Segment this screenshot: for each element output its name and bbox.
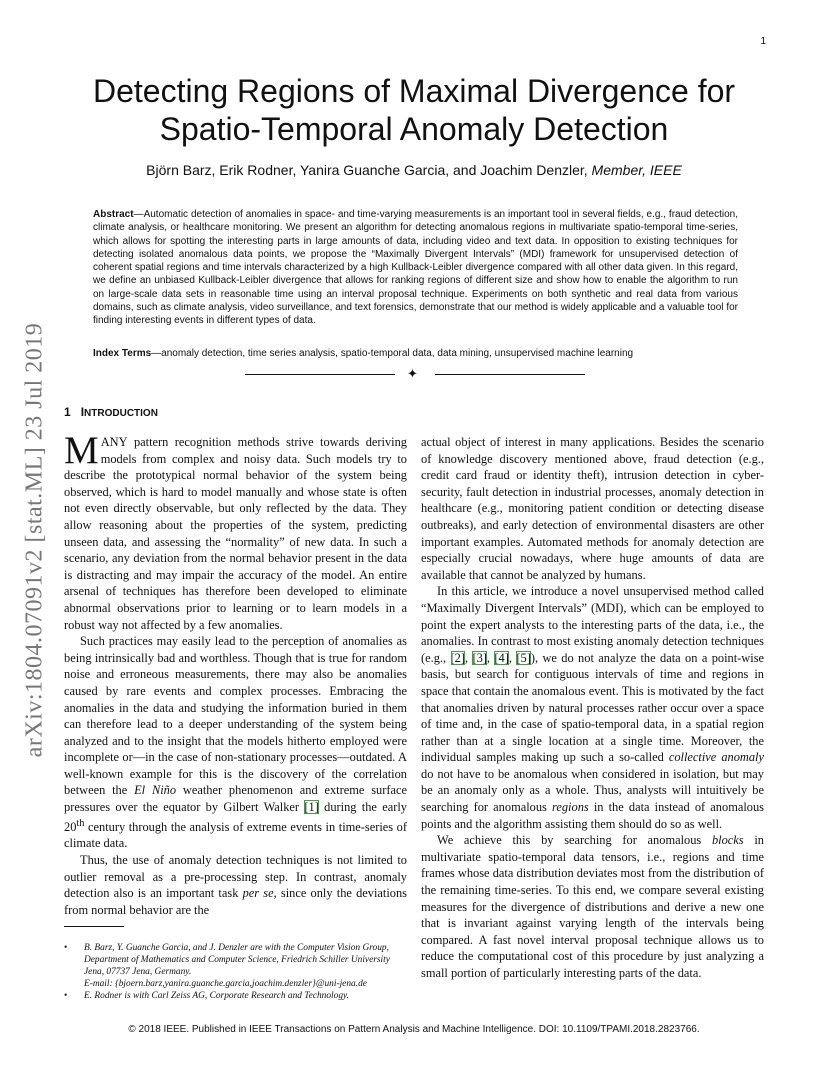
abstract-text: —Automatic detection of anomalies in space- and time-varying measurements is an important tool in several fields, e.g., fraud detection, climate analysis, or healthcare monitoring. We present an algorithm for detecting anomalous regions in multivariate spatio-temporal time-series, which allows for spotting the interesting parts in large amounts of data, including video and text data. In opposition to existing techniques for detecting isolated anomalous data points, we propose the “Maximally Divergent Intervals” (MDI) framework for unsupervised detection of coherent spatial regions and time intervals characterized by a high Kullback-Leibler divergence compared with all other data given. In this regard, we define an unbiased Kullback-Leibler divergence that allows for ranking regions of different size and show how to enable the algorithm to run on large-scale data sets in reasonable time using an interval proposal technique. Experiments on both synthetic and real data from various domains, such as climate analysis, video surveillance, and text forensics, demonstrate that our method is widely applicable and a valuable tool for finding interesting events in different types of data. — [93, 209, 738, 327]
paragraph-text: In this article, we introduce a novel unsupervised method called “Maximally Divergent Intervals” (MDI), which can be employed to point the expert analysts to the interesting parts of the data, i.e., the anomalies. In contrast to most existing anomaly detection techniques (e.g., — [421, 584, 764, 665]
paragraph-text: in the data instead of anomalous points and the algorithm assisting them should do so as well. — [421, 800, 764, 831]
section-initial: I — [80, 405, 85, 419]
citation-link[interactable]: [4] — [494, 650, 509, 665]
paragraph-text: Thus, the use of anomaly detection techniques is not limited to outlier removal as a pre-processing step. In contrast, anomaly detection also is an important task — [64, 852, 407, 901]
citation-link[interactable]: [5] — [516, 650, 531, 665]
paragraph-text: century through the analysis of extreme events in time-series of climate data. — [64, 819, 407, 851]
drop-cap: M — [64, 429, 99, 472]
paper-title — [64, 72, 764, 148]
bullet: • — [64, 943, 68, 953]
copyright-notice: © 2018 IEEE. Published in IEEE Transactions on Pattern Analysis and Machine Intelligence. DOI: 10.1109/TPAMI.2018.2823766. — [128, 1024, 700, 1035]
section-number: 1 — [64, 405, 71, 419]
emphasis: per se — [242, 886, 274, 901]
paragraph-text: Such practices may easily lead to the perception of anomalies as being intrinsically bad and worthless. Though that is true for random noise and erroneous measurements, there may also be anomalies caused by rare events and complex processes. Embracing the anomalies in the data and studying the information buried in them can therefore lead to a deeper understanding of the system being analyzed and to the insight that the models hitherto employed were incomplete or—in the case of non-stationary processes—outdated. A well-known example for this is the discovery of the correlation between the — [64, 634, 407, 798]
index-terms — [93, 348, 738, 359]
section-heading — [64, 405, 158, 419]
citation-link[interactable]: [2] — [450, 650, 465, 665]
abstract-label: Abstract — [93, 209, 134, 220]
footnote-email: E-mail: {bjoern.barz,yanira.guanche.garcia,joachim.denzler}@uni-jena.de — [84, 979, 367, 989]
page-number: 1 — [760, 36, 766, 47]
paragraph — [64, 429, 407, 633]
title-line-1: Detecting Regions of Maximal Divergence for — [92, 73, 736, 109]
emphasis: regions — [552, 800, 589, 815]
paragraph-text: do not have to be anomalous when considered in isolation, but may be an anomaly only as a whole. Thus, analysts will intuitively be searching for anomalous — [421, 766, 764, 815]
divider-line-left — [245, 374, 395, 375]
title-line-2: Spatio-Temporal Anomaly Detection — [159, 111, 669, 147]
footnote-text: E. Rodner is with Carl Zeiss AG, Corporate Research and Technology. — [84, 991, 350, 1001]
footnote-affiliation-2 — [64, 990, 409, 1002]
divider-line-right — [435, 374, 585, 375]
paragraph: actual object of interest in many applications. Besides the scenario of knowledge discovery mentioned above, fraud detection (e.g., credit card fraud or identity theft), intrusion detection in cyber-security, fault detection in industrial processes, anomaly detection in healthcare (e.g., monitoring patient condition or detecting disease outbreaks), and early detection of environmental disasters are other important examples. Automated methods for anomaly detection are especially crucial nowadays, where huge amounts of data are available that cannot be analyzed by humans. — [421, 435, 764, 582]
arxiv-stamp — [20, 290, 50, 790]
paragraph — [64, 852, 407, 918]
emphasis: collective anomaly — [668, 750, 765, 765]
paragraph — [421, 832, 764, 981]
emphasis: blocks — [711, 833, 744, 848]
arxiv-stamp-text: arXiv:1804.07091v2 [stat.ML] 23 Jul 2019 — [21, 322, 48, 758]
small-caps-word: ANY — [100, 435, 128, 449]
emphasis: El Niño — [134, 783, 177, 798]
paragraph-text: , since only the deviations from normal behavior are the — [64, 886, 407, 917]
section-title-rest: NTRODUCTION — [84, 408, 158, 419]
paragraph-text: We achieve this by searching for anomalous — [437, 833, 712, 848]
right-column — [421, 434, 764, 982]
paragraph-text: in multivariate spatio-temporal data tensors, i.e., regions and time frames whose data distribution deviates most from the distribution of the remaining time-series. To this end, we compare several existing measures for the divergence of distributions and derive a new one that is invariant against varying length of the intervals being compared. A fast novel interval proposal technique allows us to reduce the computational cost of this procedure by just analyzing a small portion of particularly interesting parts of the data. — [421, 833, 764, 980]
footnote-rule — [64, 926, 124, 927]
author-list — [64, 162, 764, 178]
paragraph: In this article, we introduce a novel unsupervised method called “Maximally Divergent Intervals” (MDI), which can be employed to point the expert analysts to the interesting parts of the data, i.e., the anomalies. In contrast to most existing anomaly detection techniques (e.g., [2], [3], [4], [5]), we do not analyze the data on a point-wise basis, but search for contiguous intervals of time and regions in space that contain the anomalous event. This is motivated by the fact that anomalies driven by natural processes rather occur over a space of time and, in the case of spatio-temporal data, in a spatial region rather than at a single location at a single time. Moreover, the individual samples making up such a so-called collective anomaly do not have to be anomalous when considered in isolation, but may be an anomaly only as a whole. Thus, analysts will intuitively be searching for anomalous regions in the data instead of anomalous points and the algorithm assisting them should do so as well. — [421, 584, 765, 831]
bullet: • — [64, 991, 68, 1001]
divider-ornament: ✦ — [407, 366, 418, 381]
abstract — [93, 208, 738, 328]
section-divider — [245, 366, 585, 381]
footnotes — [64, 942, 409, 1002]
paragraph-text: pattern recognition methods strive towards deriving models from complex and noisy data. Such models try to describe the prototypical normal behavior of the system being observed, which is hard to model manually and whose state is often not even directly observable, but only reflected by the data. They allow reasoning about the properties of the system, predicting unseen data, and assessing the “normality” of new data. In such a scenario, any deviation from the normal behavior present in the data is distracting and may impair the accuracy of the model. An entire arsenal of techniques has therefore been developed to eliminate abnormal observations prior to learning or to learn models in a robust way not affected by a few anomalies. — [64, 435, 407, 632]
index-terms-text: —anomaly detection, time series analysis, spatio-temporal data, data mining, unsupervised machine learning — [151, 348, 634, 359]
authors-names: Björn Barz, Erik Rodner, Yanira Guanche Garcia, and Joachim Denzler, — [146, 162, 588, 178]
left-column — [64, 429, 408, 918]
footnote-text: B. Barz, Y. Guanche Garcia, and J. Denzler are with the Computer Vision Group, Department of Mathematics and Computer Science, Friedrich Schiller University Jena, 07737 Jena, Germany. — [84, 943, 390, 977]
citation-link[interactable]: [1] — [304, 800, 319, 815]
paragraph-text: weather phenomenon and extreme surface pressures over the equator by Gilbert Walker — [64, 783, 407, 815]
index-terms-label: Index Terms — [93, 348, 152, 359]
paragraph-text: during the early 20 — [64, 800, 408, 834]
superscript: th — [76, 817, 85, 829]
footnote-affiliation-1 — [64, 942, 409, 990]
citation-link[interactable]: [3] — [472, 650, 487, 665]
paragraph-text: ), we do not analyze the data on a point-wise basis, but search for contiguous intervals of time and regions in space that contain the anomalous event. This is motivated by the fact that anomalies driven by natural processes rather occur over a space of time and, in the case of spatio-temporal data, in a spatial region rather than at a single location at a single time. Moreover, the individual samples making up such a so-called — [421, 650, 765, 765]
authors-membership: Member, IEEE — [591, 162, 682, 178]
paragraph — [64, 633, 407, 852]
